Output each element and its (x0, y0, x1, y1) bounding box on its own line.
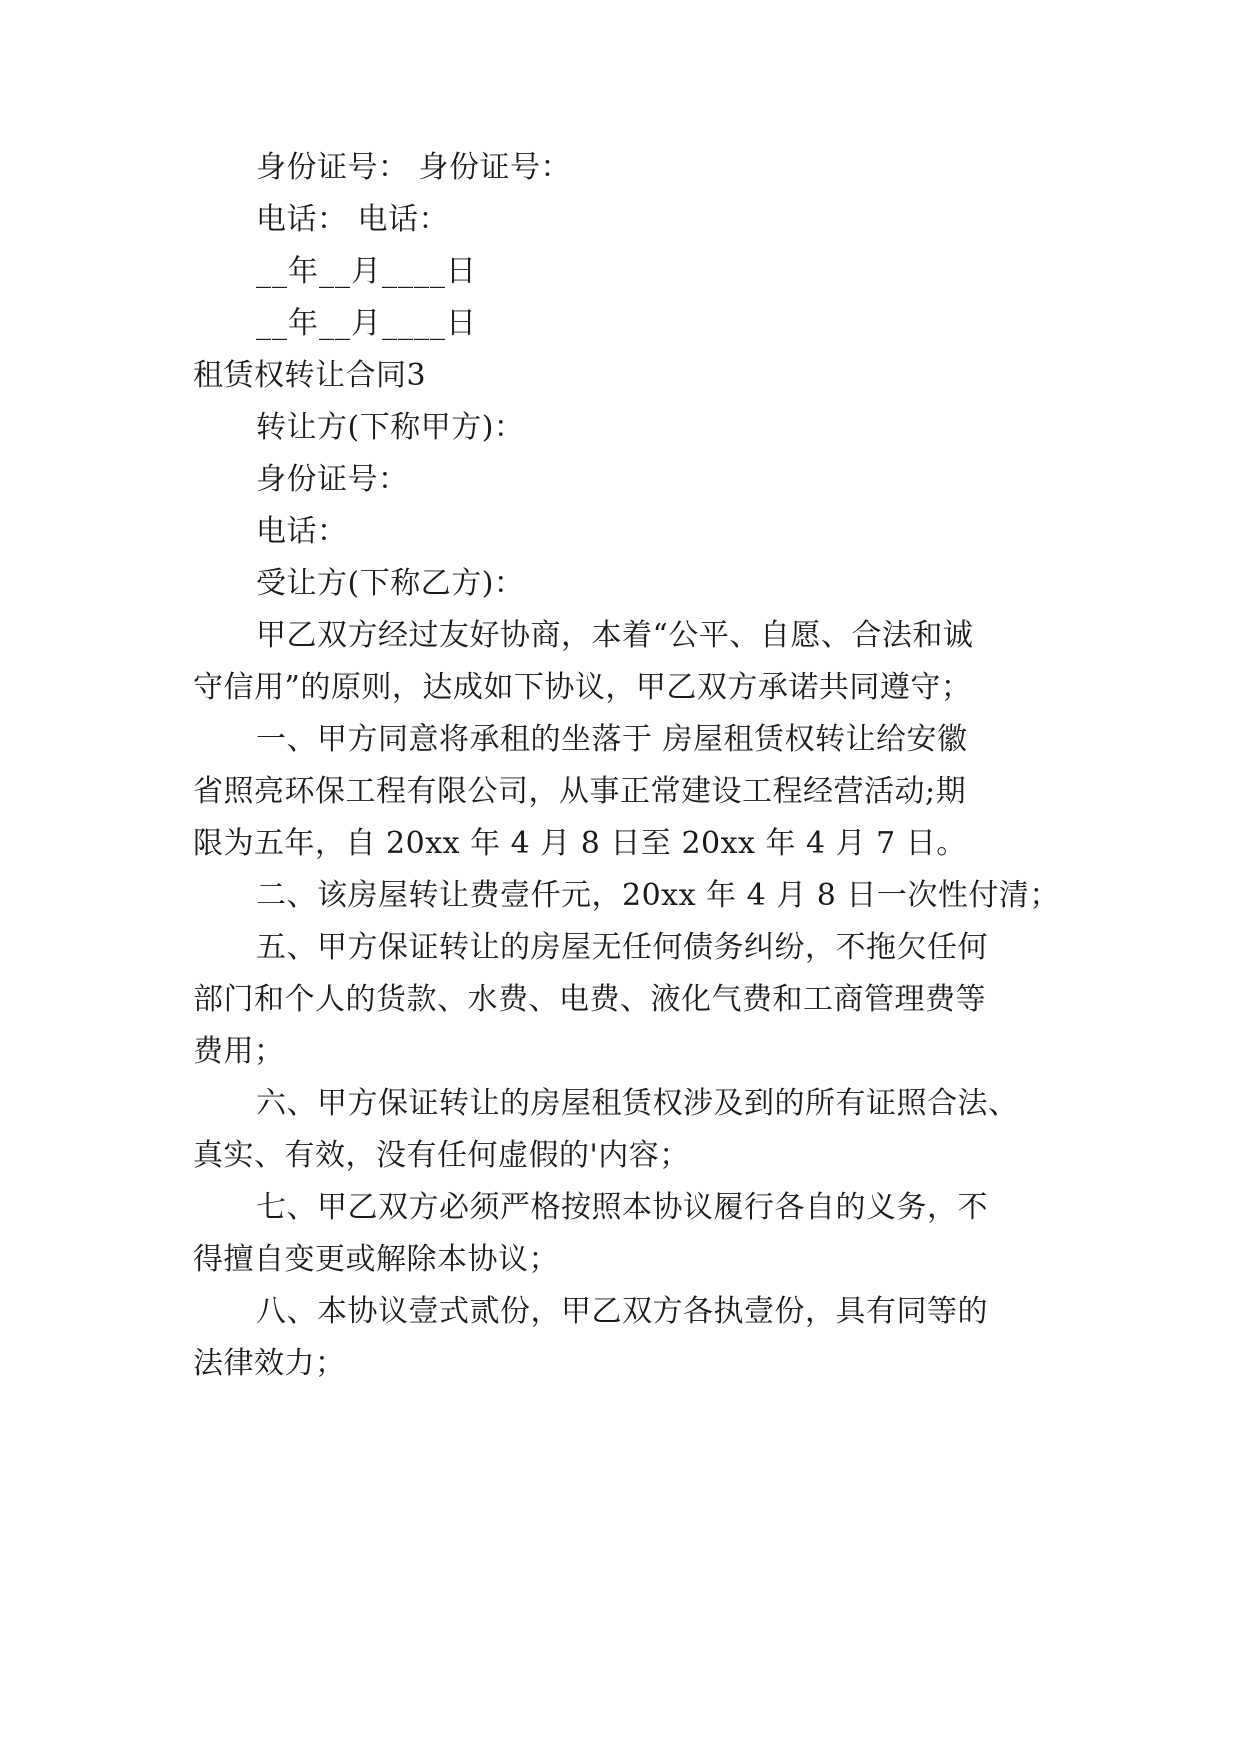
clause-5-line-3: 费用； (193, 1034, 285, 1069)
transferor-id-label: 身份证号： (256, 462, 409, 497)
clause-7-line-1: 七、甲乙双方必须严格按照本协议履行各自的义务，不 (256, 1190, 988, 1225)
date-line-1: __年__月____日 (256, 254, 477, 289)
clause-1-line-3: 限为五年，自 20xx 年 4 月 8 日至 20xx 年 4 月 7 日。 (193, 826, 967, 861)
clause-8-line-2: 法律效力； (193, 1346, 346, 1381)
clause-6-line-1: 六、甲方保证转让的房屋租赁权涉及到的所有证照合法、 (256, 1086, 1019, 1121)
transferor-phone-label: 电话： (256, 514, 348, 549)
transferee-label: 受让方(下称乙方)： (256, 566, 525, 601)
transferor-label: 转让方(下称甲方)： (256, 410, 525, 445)
clause-5-line-2: 部门和个人的货款、水费、电费、液化气费和工商管理费等 (193, 982, 986, 1017)
clause-5-line-1: 五、甲方保证转让的房屋无任何债务纠纷，不拖欠任何 (256, 930, 988, 965)
id-number-line: 身份证号： 身份证号： (256, 150, 572, 185)
clause-1-line-1: 一、甲方同意将承租的坐落于 房屋租赁权转让给安徽 (256, 722, 968, 757)
clause-6-line-2: 真实、有效，没有任何虚假的'内容； (193, 1138, 690, 1173)
clause-8-line-1: 八、本协议壹式贰份，甲乙双方各执壹份，具有同等的 (256, 1294, 988, 1329)
clause-7-line-2: 得擅自变更或解除本协议； (193, 1242, 559, 1277)
clause-1-line-2: 省照亮环保工程有限公司，从事正常建设工程经营活动;期 (193, 774, 967, 809)
contract-title: 租赁权转让合同3 (193, 358, 427, 393)
phone-line: 电话： 电话： (256, 202, 450, 237)
preamble-line-2: 守信用”的原则，达成如下协议，甲乙双方承诺共同遵守； (193, 670, 972, 705)
clause-2: 二、该房屋转让费壹仟元，20xx 年 4 月 8 日一次性付清； (256, 878, 1060, 913)
preamble-line-1: 甲乙双方经过友好协商，本着“公平、自愿、合法和诚 (256, 618, 974, 653)
date-line-2: __年__月____日 (256, 306, 477, 341)
